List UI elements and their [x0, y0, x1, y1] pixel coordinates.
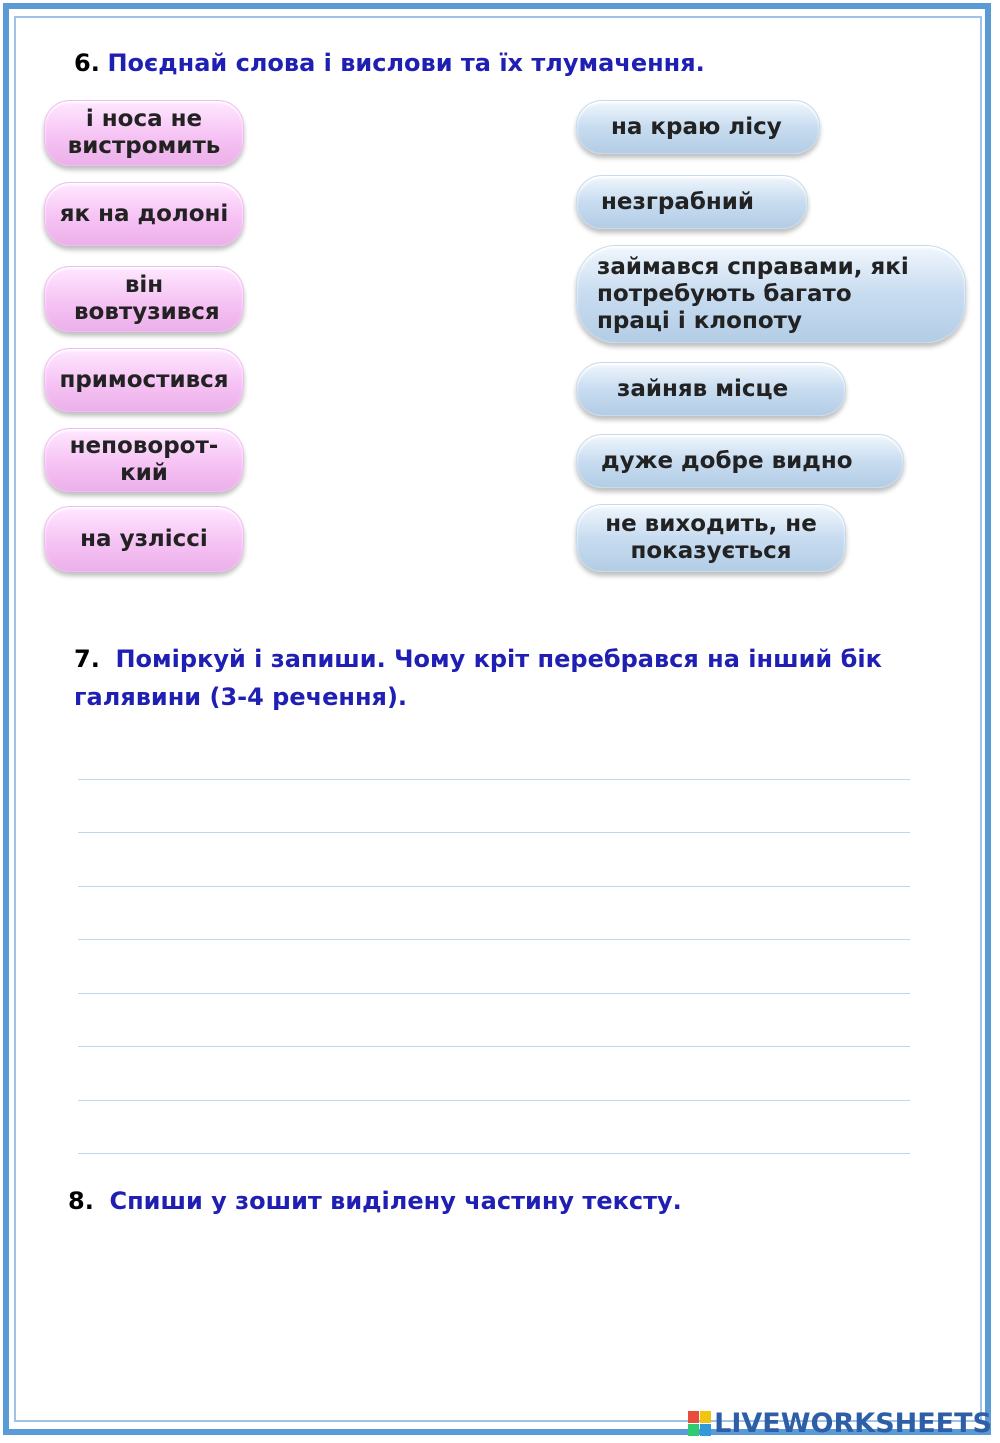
- answer-line[interactable]: [78, 993, 910, 994]
- meaning-pill-label: дуже добре видно: [601, 447, 853, 474]
- question-7: [74, 640, 934, 716]
- meaning-pill-label: займався справами, які потребують багато праці і клопоту: [597, 253, 909, 334]
- liveworksheets-brand-text: LIVEWORKSHEETS: [714, 1408, 992, 1439]
- word-pill-1[interactable]: [44, 100, 244, 166]
- question-7-text: Поміркуй і запиши. Чому кріт перебрався на інший бік галявини (3-4 речення).: [74, 645, 882, 711]
- word-pill-5[interactable]: [44, 428, 244, 492]
- meaning-pill-2[interactable]: [576, 175, 808, 229]
- word-pill-label: примостився: [59, 366, 229, 393]
- question-8: [68, 1182, 682, 1220]
- meaning-pill-5[interactable]: [576, 434, 904, 488]
- word-pill-label: як на долоні: [59, 200, 229, 227]
- word-pill-6[interactable]: [44, 506, 244, 572]
- word-pill-4[interactable]: [44, 348, 244, 412]
- question-6-text: Поєднай слова і вислови та їх тлумачення.: [107, 49, 705, 77]
- answer-line[interactable]: [78, 832, 910, 833]
- answer-line[interactable]: [78, 779, 910, 780]
- word-pill-label: і носа не вистромить: [67, 106, 221, 159]
- meaning-pill-1[interactable]: [576, 100, 820, 154]
- word-pill-3[interactable]: [44, 266, 244, 332]
- question-8-number: 8.: [68, 1187, 94, 1215]
- meaning-pill-label: зайняв місце: [617, 375, 789, 402]
- word-pill-label: він вовтузився: [74, 272, 220, 325]
- question-6-number: 6.: [74, 49, 100, 77]
- answer-line[interactable]: [78, 1100, 910, 1101]
- word-pill-label: на узліссі: [80, 525, 208, 552]
- answer-line[interactable]: [78, 1153, 910, 1154]
- answer-line[interactable]: [78, 886, 910, 887]
- meaning-pill-label: на краю лісу: [611, 113, 782, 140]
- meaning-pill-6[interactable]: [576, 504, 846, 572]
- word-pill-2[interactable]: [44, 182, 244, 246]
- word-pill-label: неповорот-кий: [69, 433, 219, 486]
- meaning-pill-4[interactable]: [576, 362, 846, 416]
- meaning-pill-label: незграбний: [601, 188, 755, 215]
- meaning-pill-label: не виходить, не показується: [605, 511, 817, 564]
- answer-line[interactable]: [78, 939, 910, 940]
- liveworksheets-logo-icon: [688, 1411, 712, 1437]
- answer-line[interactable]: [78, 1046, 910, 1047]
- meaning-pill-3[interactable]: [576, 245, 966, 343]
- question-6: [74, 44, 705, 82]
- question-8-text: Спиши у зошит виділену частину тексту.: [109, 1187, 682, 1215]
- question-7-number: 7.: [74, 645, 100, 673]
- liveworksheets-brand: [688, 1408, 992, 1439]
